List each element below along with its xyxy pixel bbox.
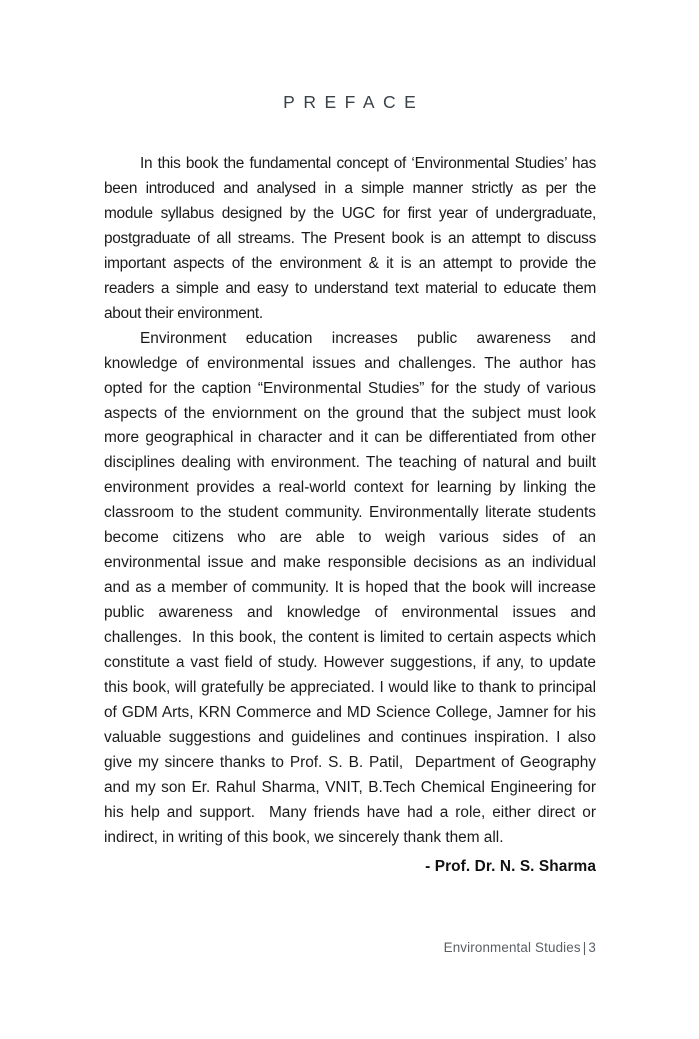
page-footer <box>104 940 596 955</box>
page-title: PREFACE <box>283 91 425 112</box>
body-text-column <box>104 152 601 851</box>
paragraph-2: Environment education increases public awareness and knowledge of environmental issues and challenges. The author has opted for the caption “Environmental Studies” for the study of various aspects of the enviornment on the ground that the subject must look more geographical in character and it can be differentiated from other disciplines dealing with environment. The teaching of natural and built environment provides a real-world context for learning by linking the classroom to the student community. Environmentally literate students become citizens who are able to weigh various sides of an environmental issue and make responsible decisions as an individual and as a member of community. It is hoped that the book will increase public awareness and knowledge of environmental issues and challenges. In this book, the content is limited to certain aspects which constitute a vast field of study. However suggestions, if any, to update this book, will gratefully be appreciated. I would like to thank to principal of GDM Arts, KRN Commerce and MD Science College, Jamner for his valuable suggestions and guidelines and continues inspiration. I also give my sincere thanks to Prof. S. B. Patil, Department of Geography and my son Er. Rahul Sharma, VNIT, B.Tech Chemical Engineering for his help and support. Many friends have had a role, either direct or indirect, in writing of this book, we sincerely thank them all. <box>104 329 601 846</box>
footer-book-title: Environmental Studies <box>443 940 581 955</box>
footer-separator: | <box>582 940 587 955</box>
paragraph-1: In this book the fundamental concept of ‘Environmental Studies’ has been introduced and analysed in a simple manner strictly as per the module syllabus designed by the UGC for first year of undergraduate, postgraduate of all streams. The Present book is an attempt to discuss important aspects of the environment & it is an attempt to provide the readers a simple and easy to understand text material to educate them about their environment. <box>104 155 600 322</box>
author-signature: - Prof. Dr. N. S. Sharma <box>425 858 596 875</box>
footer-page-number: 3 <box>588 940 596 955</box>
